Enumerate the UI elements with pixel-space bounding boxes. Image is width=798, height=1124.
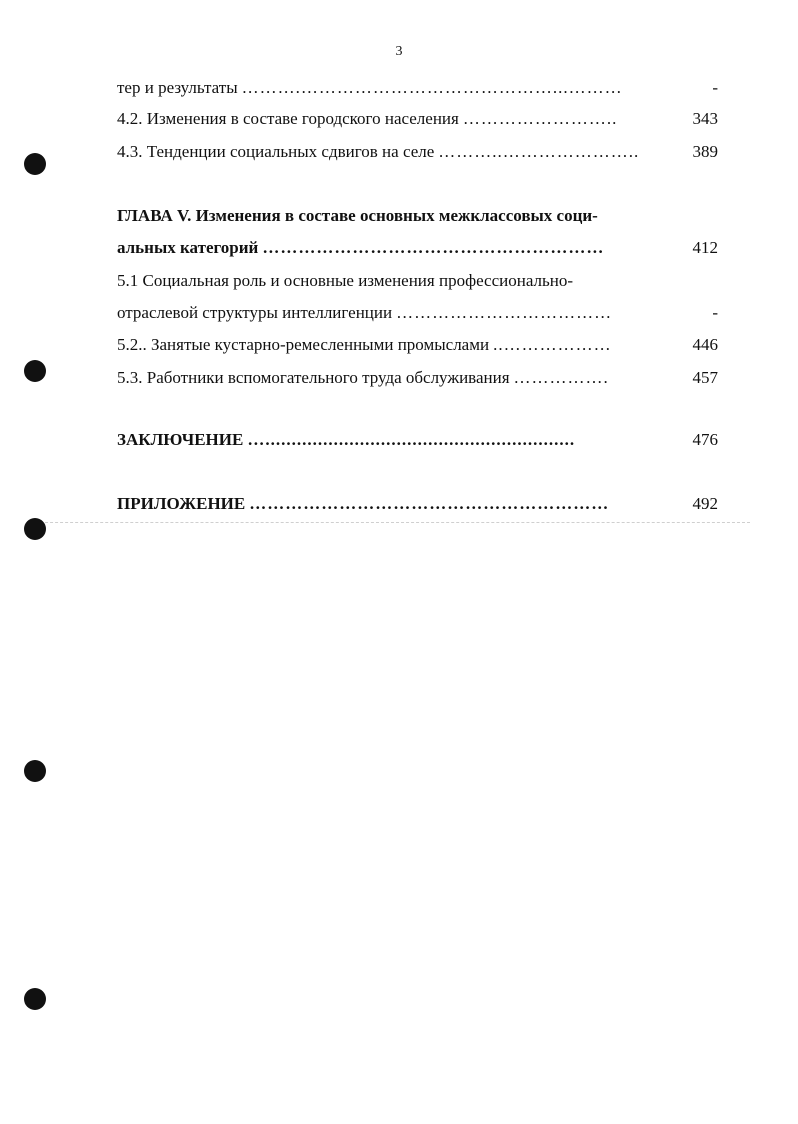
scan-artifact-line (30, 522, 750, 523)
toc-entry-title: тер и результаты (117, 78, 238, 97)
toc-entry-leader: …………………….. (462, 109, 618, 128)
toc-entry-title: ПРИЛОЖЕНИЕ (117, 494, 246, 513)
toc-entry (117, 268, 677, 294)
punch-hole (24, 518, 46, 540)
toc-entry-leader: ………………………………………………… (262, 238, 605, 257)
toc-entry-title: 4.3. Тенденции социальных сдвигов на селе (117, 142, 435, 161)
toc-entry (117, 235, 718, 261)
toc-entry-page: 389 (692, 142, 718, 161)
punch-hole (24, 360, 46, 382)
toc-entry-leader: …........................................................... (247, 430, 576, 449)
toc-entry (117, 106, 718, 132)
toc-entry-title: ЗАКЛЮЧЕНИЕ (117, 430, 244, 449)
toc-entry-leader: …………………………………………………… (249, 494, 610, 513)
toc-chapter-heading (117, 203, 677, 229)
toc-entry-page: 343 (692, 109, 718, 128)
toc-entry-title: 5.3. Работники вспомогательного труда обслуживания (117, 368, 510, 387)
punch-hole (24, 153, 46, 175)
toc-entry (117, 75, 718, 101)
toc-entry-page: 492 (692, 494, 718, 513)
toc-entry-leader: ..……………… (493, 335, 612, 354)
toc-entry (117, 139, 718, 165)
toc-entry-page: - (712, 78, 718, 97)
toc-entry-title: альных категорий (117, 238, 259, 257)
toc-entry-leader: ……………. (513, 368, 609, 387)
toc-entry-page: 412 (692, 238, 718, 257)
punch-hole (24, 988, 46, 1010)
toc-entry-title: 5.1 Социальная роль и основные изменения профессионально- (117, 271, 574, 290)
punch-hole (24, 760, 46, 782)
toc-entry-leader: ……………………………… (396, 303, 613, 322)
toc-entry-leader: ………..………………….. (438, 142, 640, 161)
toc-entry-appendix (117, 491, 718, 517)
toc-entry (117, 332, 718, 358)
toc-entry-title: 5.2.. Занятые кустарно-ремесленными промыслами (117, 335, 490, 354)
toc-entry-page: 476 (692, 430, 718, 449)
toc-entry-title: отраслевой структуры интеллигенции (117, 303, 393, 322)
toc-entry-page: 457 (692, 368, 718, 387)
toc-entry-title: 4.2. Изменения в составе городского населения (117, 109, 459, 128)
toc-entry (117, 365, 718, 391)
toc-entry-conclusion (117, 427, 718, 453)
toc-entry-title: ГЛАВА V. Изменения в составе основных межклассовых соци- (117, 206, 598, 225)
page-number: 3 (395, 44, 403, 59)
toc-entry (117, 300, 718, 326)
toc-entry-page: 446 (692, 335, 718, 354)
toc-entry-page: - (712, 303, 718, 322)
toc-entry-leader: ……….……………………………………...……… (241, 78, 623, 97)
